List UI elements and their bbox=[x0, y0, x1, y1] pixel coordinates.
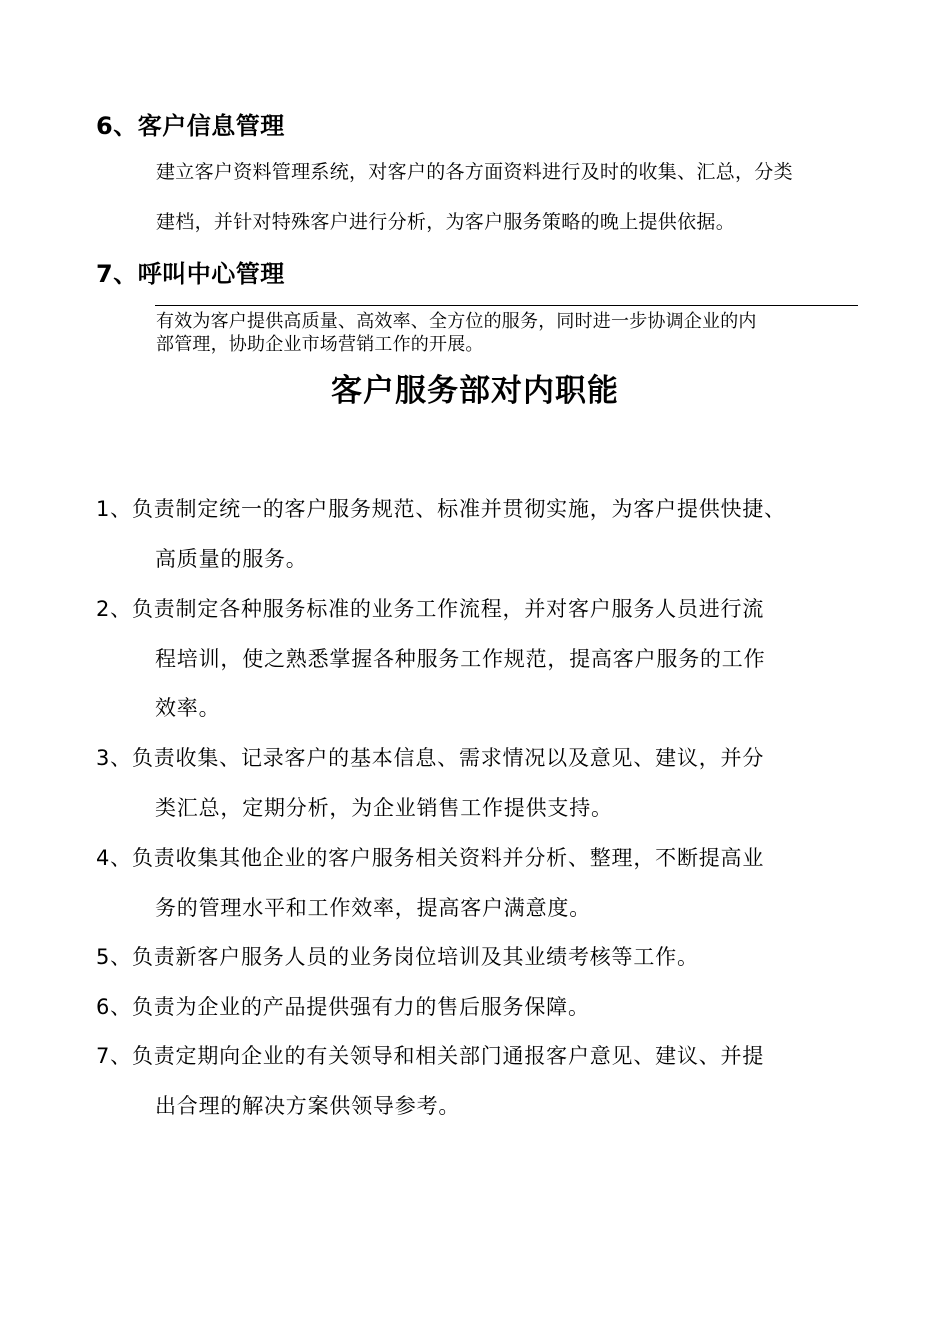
page-title: 客户服务部对内职能 bbox=[331, 373, 619, 409]
section-text-line: 建档，并针对特殊客户进行分析，为客户服务策略的晚上提供依据。 bbox=[156, 211, 736, 233]
section-heading-customer-info: 6、客户信息管理 bbox=[96, 112, 285, 140]
list-item: 3、负责收集、记录客户的基本信息、需求情况以及意见、建议，并分 bbox=[96, 746, 765, 770]
list-item-continuation: 出合理的解决方案供领导参考。 bbox=[155, 1094, 461, 1118]
section-text-line: 建立客户资料管理系统，对客户的各方面资料进行及时的收集、汇总，分类 bbox=[156, 161, 793, 183]
section-text-line: 部管理，协助企业市场营销工作的开展。 bbox=[156, 334, 484, 355]
list-item: 4、负责收集其他企业的客户服务相关资料并分析、整理，不断提高业 bbox=[96, 846, 765, 870]
list-item-continuation: 高质量的服务。 bbox=[155, 547, 308, 571]
list-item-continuation: 类汇总，定期分析，为企业销售工作提供支持。 bbox=[155, 796, 613, 820]
horizontal-rule bbox=[155, 305, 858, 306]
section-text-line: 有效为客户提供高质量、高效率、全方位的服务，同时进一步协调企业的内 bbox=[156, 311, 757, 332]
list-item: 7、负责定期向企业的有关领导和相关部门通报客户意见、建议、并提 bbox=[96, 1044, 765, 1068]
list-item: 1、负责制定统一的客户服务规范、标准并贯彻实施，为客户提供快捷、 bbox=[96, 497, 786, 521]
section-heading-call-center: 7、呼叫中心管理 bbox=[96, 260, 285, 288]
list-item: 5、负责新客户服务人员的业务岗位培训及其业绩考核等工作。 bbox=[96, 945, 699, 969]
list-item-continuation: 效率。 bbox=[155, 696, 221, 720]
list-item-continuation: 程培训，使之熟悉掌握各种服务工作规范，提高客户服务的工作 bbox=[155, 647, 766, 671]
list-item-continuation: 务的管理水平和工作效率，提高客户满意度。 bbox=[155, 896, 591, 920]
list-item: 2、负责制定各种服务标准的业务工作流程，并对客户服务人员进行流 bbox=[96, 597, 765, 621]
list-item: 6、负责为企业的产品提供强有力的售后服务保障。 bbox=[96, 995, 590, 1019]
